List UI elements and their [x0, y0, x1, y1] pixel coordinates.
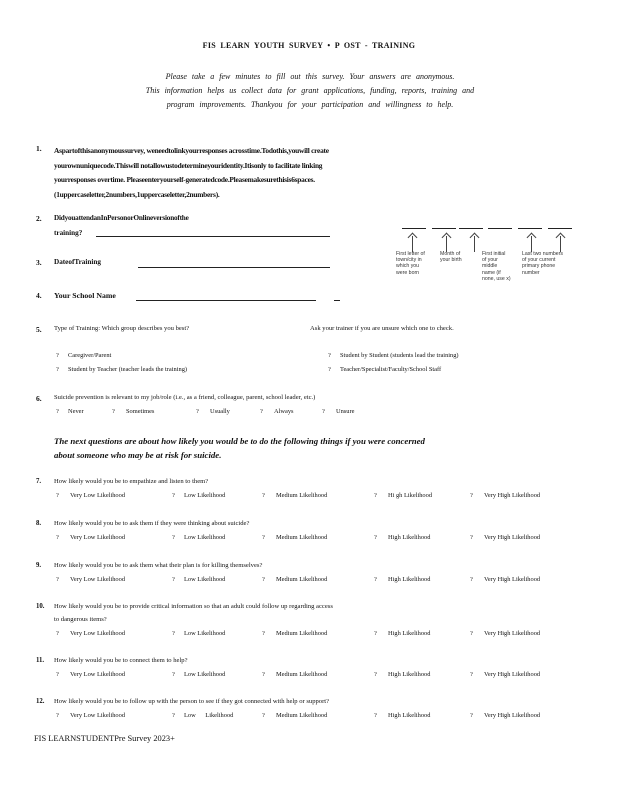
checkbox[interactable]: ?	[172, 534, 175, 541]
question-number: 4.	[36, 291, 42, 300]
question-3-label: DateofTraining	[54, 258, 101, 266]
option-very-low: Very Low Likelihood	[70, 712, 126, 719]
q1-line: yourresponses overtime. Pleaseenteryourself-generatedcode.Pleasemakesurethisis6spaces.	[54, 175, 315, 184]
checkbox[interactable]: ?	[262, 534, 265, 541]
option-low: Low Likelihood	[184, 712, 234, 719]
checkbox[interactable]: ?	[112, 408, 115, 415]
checkbox[interactable]: ?	[470, 630, 473, 637]
question-number: 12.	[36, 698, 45, 705]
checkbox[interactable]: ?	[172, 712, 175, 719]
question-number: 5.	[36, 325, 42, 334]
option-high: High Likelihood	[388, 534, 431, 541]
option-teacher-staff: Teacher/Specialist/Faculty/School Staff	[340, 366, 442, 373]
question-number: 11.	[36, 657, 45, 664]
checkbox[interactable]: ?	[56, 534, 59, 541]
checkbox[interactable]: ?	[374, 712, 377, 719]
question-number: 7.	[36, 478, 42, 485]
checkbox[interactable]: ?	[196, 408, 199, 415]
arrow-up-icon	[560, 236, 561, 252]
survey-intro	[70, 70, 550, 112]
question-number: 1.	[36, 144, 42, 153]
arrow-up-icon	[531, 236, 532, 252]
option-high: High Likelihood	[388, 671, 431, 678]
option-unsure: Unsure	[336, 408, 355, 415]
option-very-low: Very Low Likelihood	[70, 534, 126, 541]
option-sometimes: Sometimes	[126, 408, 155, 415]
option-low: Low Likelihood	[184, 576, 226, 583]
checkbox[interactable]: ?	[56, 492, 59, 499]
checkbox[interactable]: ?	[262, 576, 265, 583]
checkbox[interactable]: ?	[470, 492, 473, 499]
q1-line: Aspartofthisanonymoussurvey, weneedtolinkyourresponses acrosstime.Todothis,youwill create	[54, 146, 329, 155]
option-medium: Medium Likelihood	[276, 576, 328, 583]
checkbox[interactable]: ?	[172, 576, 175, 583]
option-never: Never	[68, 408, 84, 415]
checkbox[interactable]: ?	[374, 671, 377, 678]
question-6-label: Suicide prevention is relevant to my job/role (i.e., as a friend, colleague, parent, school leader, etc.)	[54, 394, 316, 401]
question-number: 6.	[36, 394, 42, 403]
code-slot-5[interactable]	[518, 228, 542, 229]
code-slot-1[interactable]	[402, 228, 426, 229]
question-3-answer-line[interactable]	[138, 267, 330, 268]
checkbox[interactable]: ?	[470, 712, 473, 719]
option-very-high: Very High Likelihood	[484, 492, 541, 499]
checkbox[interactable]: ?	[172, 492, 175, 499]
q1-line: (1uppercaseletter,2numbers,1uppercaseletter,2numbers).	[54, 189, 220, 199]
checkbox[interactable]: ?	[262, 630, 265, 637]
checkbox[interactable]: ?	[56, 576, 59, 583]
option-always: Always	[274, 408, 294, 415]
checkbox[interactable]: ?	[470, 671, 473, 678]
section-heading-line: about someone who may be at risk for suicide.	[54, 450, 222, 460]
checkbox[interactable]: ?	[374, 492, 377, 499]
question-8-text: How likely would you be to ask them if they were thinking about suicide?	[54, 520, 250, 527]
option-very-low: Very Low Likelihood	[70, 576, 126, 583]
option-medium: Medium Likelihood	[276, 534, 328, 541]
intro-line: program improvements. Thankyou for your participation and willingness to help.	[166, 100, 454, 109]
code-label-month: Month of your birth	[440, 251, 462, 264]
option-very-low: Very Low Likelihood	[70, 492, 126, 499]
checkbox[interactable]: ?	[56, 712, 59, 719]
question-4-label: Your School Name	[54, 291, 116, 300]
question-2-label: DidyouattendanInPersonorOnlineversionofthe	[54, 214, 189, 222]
question-10-text-cont: to dangerous items?	[54, 616, 107, 623]
question-9-text: How likely would you be to ask them what their plan is for killing themselves?	[54, 562, 263, 569]
option-medium: Medium Likelihood	[276, 630, 328, 637]
checkbox[interactable]: ?	[374, 534, 377, 541]
question-4-answer-line[interactable]	[136, 300, 316, 301]
checkbox[interactable]: ?	[328, 366, 331, 373]
question-7-text: How likely would you be to empathize and listen to them?	[54, 478, 209, 485]
question-number: 2.	[36, 214, 42, 223]
section-heading-line: The next questions are about how likely you would be to do the following things if you were concerned	[54, 436, 425, 446]
question-number: 8.	[36, 520, 42, 527]
question-5-note: Ask your trainer if you are unsure which one to check.	[310, 325, 454, 332]
option-student-by-student: Student by Student (students lead the training)	[340, 352, 459, 359]
option-very-low: Very Low Likelihood	[70, 671, 126, 678]
code-slot-6[interactable]	[548, 228, 572, 229]
question-number: 9.	[36, 562, 42, 569]
code-label-initial: First initial of your middle name (if none, use x)	[482, 251, 511, 282]
intro-line: This information helps us collect data for grant applications, funding, reports, training and	[145, 86, 475, 95]
option-medium: Medium Likelihood	[276, 712, 328, 719]
option-high: High Likelihood	[388, 630, 431, 637]
checkbox[interactable]: ?	[56, 352, 59, 359]
question-2-answer-line[interactable]	[96, 236, 330, 237]
question-1-text	[54, 144, 554, 202]
option-very-high: Very High Likelihood	[484, 576, 541, 583]
checkbox[interactable]: ?	[470, 534, 473, 541]
code-label-town: First letter of town/city in which you were born	[396, 251, 425, 276]
intro-line: Please take a few minutes to fill out this survey. Your answers are anonymous.	[165, 72, 455, 81]
option-usually: Usually	[210, 408, 230, 415]
question-12-text: How likely would you be to follow up with the person to see if they got connected with help or support?	[54, 698, 330, 705]
question-number: 3.	[36, 258, 42, 267]
checkbox[interactable]: ?	[374, 630, 377, 637]
checkbox[interactable]: ?	[56, 366, 59, 373]
option-low: Low Likelihood	[184, 492, 226, 499]
option-high: High Likelihood	[388, 576, 431, 583]
option-very-high: Very High Likelihood	[484, 671, 541, 678]
option-caregiver: Caregiver/Parent	[68, 352, 112, 359]
option-high: Hi gh Likelihood	[388, 492, 433, 499]
checkbox[interactable]: ?	[262, 492, 265, 499]
option-very-high: Very High Likelihood	[484, 534, 541, 541]
checkbox[interactable]: ?	[56, 408, 59, 415]
arrow-up-icon	[412, 236, 413, 252]
arrow-up-icon	[446, 236, 447, 252]
checkbox[interactable]: ?	[56, 630, 59, 637]
option-low: Low Likelihood	[184, 671, 226, 678]
option-student-by-teacher: Student by Teacher (teacher leads the training)	[68, 366, 188, 373]
option-very-high: Very High Likelihood	[484, 712, 541, 719]
section-heading	[54, 434, 574, 462]
code-label-phone: Last two numbers of your current primary phone number	[522, 251, 563, 276]
question-10-text: How likely would you be to provide critical information so that an adult could follow up regarding access	[54, 603, 333, 610]
question-11-text: How likely would you be to connect them to help?	[54, 657, 188, 664]
option-very-high: Very High Likelihood	[484, 630, 541, 637]
question-2-label-cont: training?	[54, 229, 83, 237]
option-low: Low Likelihood	[184, 534, 226, 541]
survey-title: FIS LEARN YOUTH SURVEY • P OST - TRAINING	[202, 41, 416, 50]
checkbox[interactable]: ?	[374, 576, 377, 583]
option-high: High Likelihood	[388, 712, 431, 719]
option-very-low: Very Low Likelihood	[70, 630, 126, 637]
checkbox[interactable]: ?	[172, 630, 175, 637]
code-slot-4[interactable]	[488, 228, 512, 229]
checkbox[interactable]: ?	[328, 352, 331, 359]
page-footer: FIS LEARNSTUDENTPre Survey 2023+	[34, 734, 175, 743]
code-slot-3[interactable]	[459, 228, 483, 229]
checkbox[interactable]: ?	[262, 671, 265, 678]
checkbox[interactable]: ?	[470, 576, 473, 583]
question-4-answer-line-end	[334, 300, 340, 301]
checkbox[interactable]: ?	[56, 671, 59, 678]
arrow-up-icon	[474, 236, 475, 252]
code-slot-2[interactable]	[432, 228, 456, 229]
q1-line: yourownuniquecode.Thiswill notallowustodetermineyouridentity.Itisonly to facilitate linking	[54, 160, 323, 170]
question-number: 10.	[36, 603, 45, 610]
checkbox[interactable]: ?	[322, 408, 325, 415]
option-medium: Medium Likelihood	[276, 671, 328, 678]
question-5-label: Type of Training: Which group describes you best?	[54, 325, 190, 332]
checkbox[interactable]: ?	[260, 408, 263, 415]
option-low: Low Likelihood	[184, 630, 226, 637]
checkbox[interactable]: ?	[262, 712, 265, 719]
option-medium: Medium Likelihood	[276, 492, 328, 499]
checkbox[interactable]: ?	[172, 671, 175, 678]
